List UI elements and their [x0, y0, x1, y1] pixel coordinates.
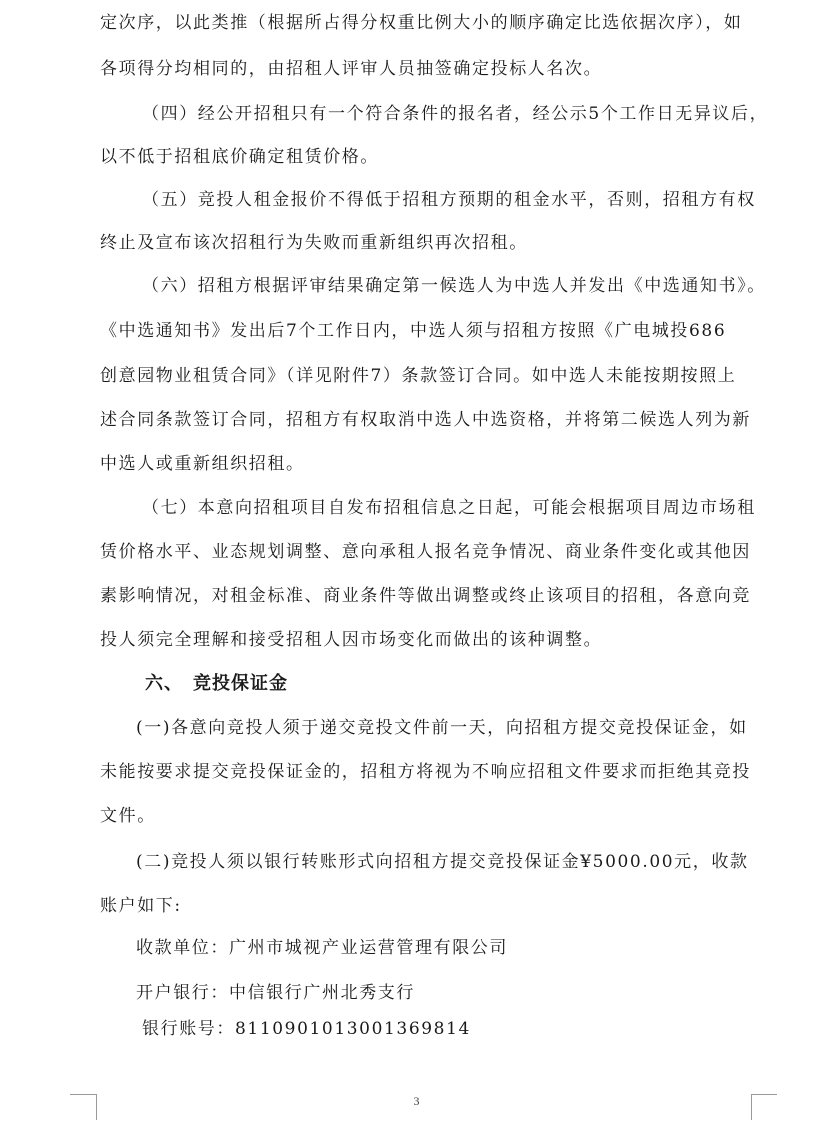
paragraph-line: （五）竞投人租金报价不得低于招租方预期的租金水平，否则，招租方有权: [142, 190, 756, 210]
paragraph-line: 中选人或重新组织招租。: [100, 454, 305, 474]
page-number: 3: [413, 1094, 420, 1108]
paragraph-line: (一)各意向竞投人须于递交竞投文件前一天，向招租方提交竞投保证金，如: [136, 718, 748, 738]
paragraph-line: 赁价格水平、业态规划调整、意向承租人报名竞争情况、商业条件变化或其他因: [100, 542, 751, 562]
paragraph-line: (二)竞投人须以银行转账形式向招租方提交竞投保证金¥5000.00元，收款: [136, 852, 749, 872]
paragraph-line: 述合同条款签订合同，招租方有权取消中选人中选资格，并将第二候选人列为新: [100, 410, 751, 430]
paragraph-line: 终止及宣布该次招租行为失败而重新组织再次招租。: [100, 233, 528, 253]
bank-line: 开户银行：中信银行广州北秀支行: [136, 983, 415, 1003]
paragraph-line: 文件。: [100, 806, 156, 826]
paragraph-line: 定次序，以此类推（根据所占得分权重比例大小的顺序确定比选依据次序），如: [100, 13, 743, 33]
paragraph-line: 账户如下:: [100, 896, 182, 916]
section-heading: 六、 竞投保证金: [145, 673, 288, 694]
payee-line: 收款单位：广州市城视产业运营管理有限公司: [136, 938, 508, 958]
paragraph-line: 创意园物业租赁合同》（详见附件7）条款签订合同。如中选人未能按期按照上: [100, 366, 737, 386]
account-number-line: 银行账号：8110901013001369814: [142, 1019, 471, 1039]
paragraph-line: 《中选通知书》发出后7个工作日内，中选人须与招租方按照《广电城投686: [100, 321, 727, 341]
paragraph-line: 素影响情况，对租金标准、商业条件等做出调整或终止该项目的招租，各意向竞: [100, 586, 751, 606]
paragraph-line: （六）招租方根据评审结果确定第一候选人为中选人并发出《中选通知书》。: [142, 276, 766, 296]
paragraph-line: 各项得分均相同的，由招租人评审人员抽签确定投标人名次。: [100, 59, 603, 79]
paragraph-line: （四）经公开招租只有一个符合条件的报名者，经公示5个工作日无异议后，: [142, 104, 769, 124]
paragraph-line: 未能按要求提交竞投保证金的，招租方将视为不响应招租文件要求而拒绝其竞投: [100, 762, 751, 782]
paragraph-line: （七）本意向招租项目自发布招租信息之日起，可能会根据项目周边市场租: [142, 498, 756, 518]
paragraph-line: 投人须完全理解和接受招租人因市场变化而做出的该种调整。: [100, 630, 603, 650]
paragraph-line: 以不低于招租底价确定租赁价格。: [100, 147, 379, 167]
